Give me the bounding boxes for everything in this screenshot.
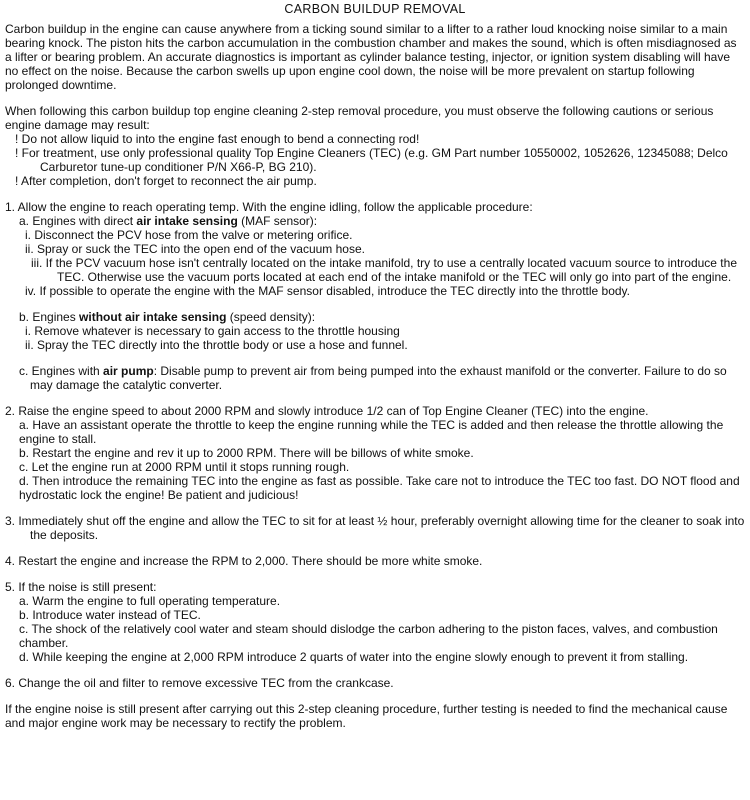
step-1c-text: c. Engines with air pump: Disable pump to prevent air from being pumped into the exhaust manifold or the converter. Failure to do so may damage the catalytic converter. bbox=[19, 364, 727, 392]
step-3-text: 3. Immediately shut off the engine and allow the TEC to sit for at least ½ hour, preferably overnight allowing time for the cleaner to soak into the deposits. bbox=[5, 514, 745, 542]
step-4-text: 4. Restart the engine and increase the RPM to 2,000. There should be more white smoke. bbox=[5, 554, 483, 568]
caution-item: ! Do not allow liquid to into the engine fast enough to bend a connecting rod! bbox=[15, 132, 420, 146]
step-1-text: 1. Allow the engine to reach operating temp. With the engine idling, follow the applicable procedure: bbox=[5, 200, 533, 214]
step-1 bbox=[5, 200, 745, 392]
step-5-item: c. The shock of the relatively cool water and steam should dislodge the carbon adhering to the piston faces, valves, and combustion chamber. bbox=[19, 622, 718, 650]
step-5-item: a. Warm the engine to full operating temperature. bbox=[19, 594, 281, 608]
intro-paragraph: Carbon buildup in the engine can cause anywhere from a ticking sound similar to a lifter to a rather loud knocking noise similar to a main bearing knock. The piston hits the carbon accumulation in the combustion chamber and makes the sound, which is often misdiagnosed as a lifter or bearing problem. An accurate diagnostics is important as cylinder balance testing, injector, or ignition system disabling will have no effect on the noise. Because the carbon swells up upon engine cool down, the noise will be more prevalent on startup following prolonged downtime. bbox=[5, 22, 737, 92]
step-5-text: 5. If the noise is still present: bbox=[5, 580, 157, 594]
step-5-item: d. While keeping the engine at 2,000 RPM introduce 2 quarts of water into the engine slowly enough to prevent it from stalling. bbox=[19, 650, 689, 664]
closing-paragraph: If the engine noise is still present after carrying out this 2-step cleaning procedure, further testing is needed to find the mechanical cause and major engine work may be necessary to rectify the problem. bbox=[5, 702, 728, 730]
document-title: CARBON BUILDUP REMOVAL bbox=[284, 2, 466, 16]
caution-item: ! For treatment, use only professional quality Top Engine Cleaners (TEC) (e.g. GM Part number 10550002, 1052626, 12345088; Delco Carburetor tune-up conditioner P/N X66-P, BG 210). bbox=[15, 146, 728, 174]
step-2-item: c. Let the engine run at 2000 RPM until it stops running rough. bbox=[19, 460, 350, 474]
step-1b-heading: b. Engines without air intake sensing (speed density): bbox=[19, 310, 316, 324]
caution-item: ! After completion, don't forget to reconnect the air pump. bbox=[15, 174, 317, 188]
step-1a-heading: a. Engines with direct air intake sensing (MAF sensor): bbox=[19, 214, 318, 228]
step-1b-item: ii. Spray the TEC directly into the throttle body or use a hose and funnel. bbox=[25, 338, 408, 352]
step-1a-item: ii. Spray or suck the TEC into the open end of the vacuum hose. bbox=[25, 242, 365, 256]
step-5-item: b. Introduce water instead of TEC. bbox=[19, 608, 201, 622]
step-1b-item: i. Remove whatever is necessary to gain access to the throttle housing bbox=[25, 324, 400, 338]
step-2 bbox=[5, 404, 745, 502]
step-5 bbox=[5, 580, 745, 664]
step-2-item: a. Have an assistant operate the throttle to keep the engine running while the TEC is added and then release the throttle allowing the engine to stall. bbox=[19, 418, 724, 446]
step-2-item: d. Then introduce the remaining TEC into the engine as fast as possible. Take care not to introduce the TEC too fast. DO NOT flood and hydrostatic lock the engine! Be patient and judicious! bbox=[19, 474, 740, 502]
cautions-section bbox=[5, 104, 745, 188]
step-1a-item: i. Disconnect the PCV hose from the valve or metering orifice. bbox=[25, 228, 353, 242]
cautions-intro: When following this carbon buildup top engine cleaning 2-step removal procedure, you must observe the following cautions or serious engine damage may result: bbox=[5, 104, 714, 132]
step-1a-item: iii. If the PCV vacuum hose isn't centrally located on the intake manifold, try to use a centrally located vacuum source to introduce the TEC. Otherwise use the vacuum ports located at each end of the intake manifold or the TEC will only go into part of the engine. bbox=[31, 256, 737, 284]
step-1a-item: iv. If possible to operate the engine with the MAF sensor disabled, introduce the TEC directly into the throttle body. bbox=[25, 284, 630, 298]
step-6-text: 6. Change the oil and filter to remove excessive TEC from the crankcase. bbox=[5, 676, 394, 690]
step-2-text: 2. Raise the engine speed to about 2000 RPM and slowly introduce 1/2 can of Top Engine Cleaner (TEC) into the engine. bbox=[5, 404, 649, 418]
step-2-item: b. Restart the engine and rev it up to 2000 RPM. There will be billows of white smoke. bbox=[19, 446, 474, 460]
